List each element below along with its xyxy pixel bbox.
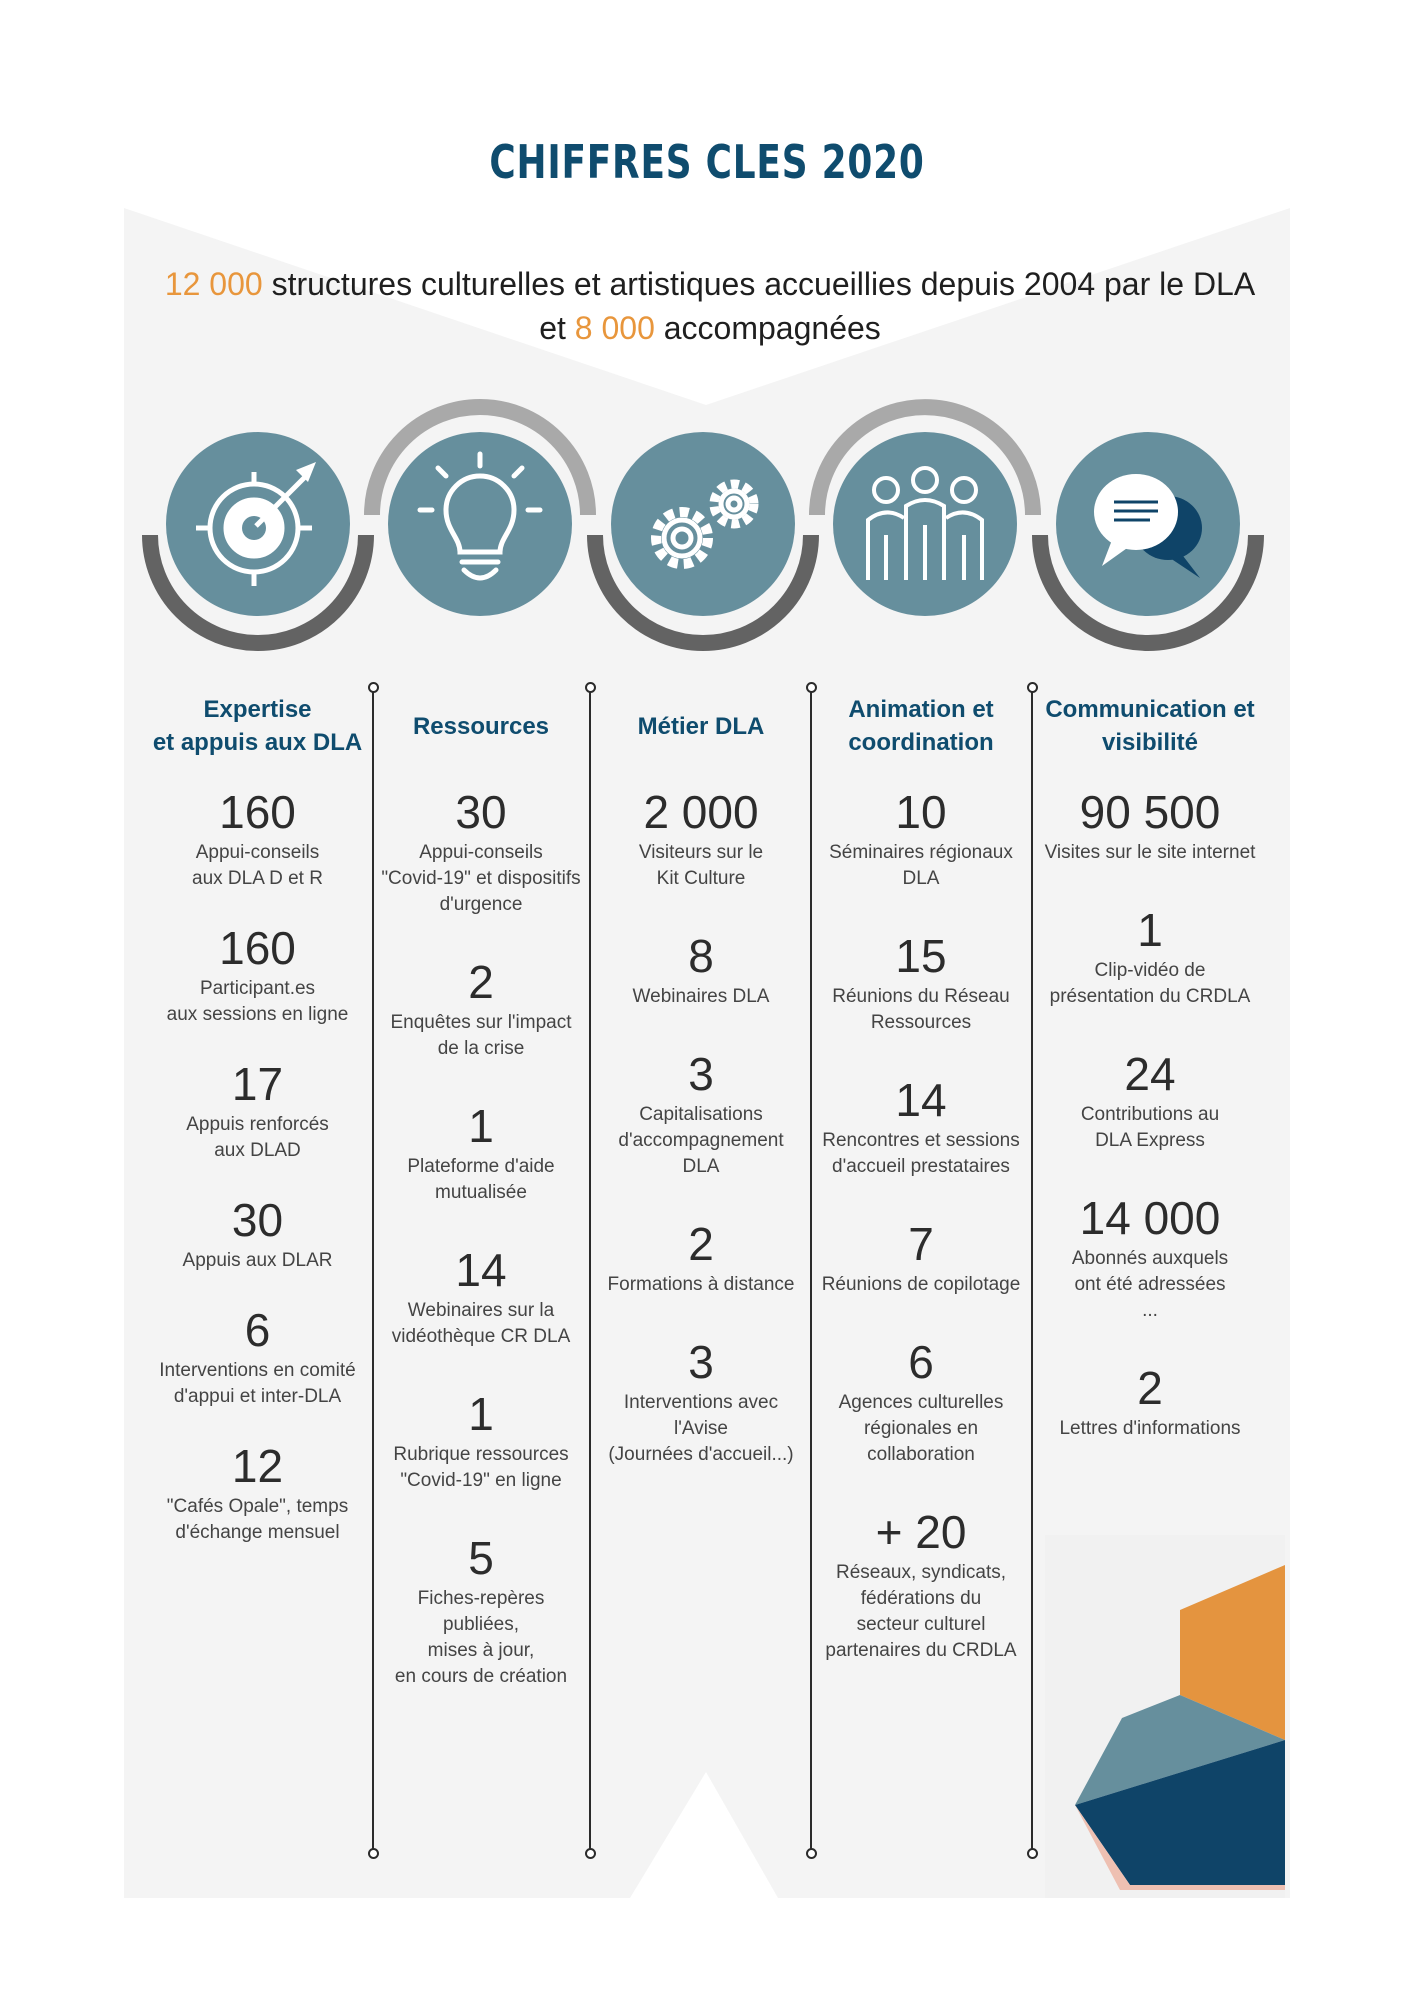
stat-number: 160: [219, 922, 296, 974]
stat-label: "Cafés Opale", temps d'échange mensuel: [166, 1496, 349, 1543]
stat-item: [145, 920, 370, 1028]
stat-item: [145, 1192, 370, 1274]
stat-label: Fiches-repères publiées, mises à jour, en cours de création: [394, 1588, 568, 1687]
stat-number: 1: [468, 1388, 494, 1440]
stats-list: [814, 784, 1028, 1664]
stat-item: [1035, 784, 1265, 866]
column-heading: Animation et coordination: [848, 696, 994, 756]
stat-item: [376, 1098, 586, 1206]
stat-item: [1035, 1046, 1265, 1154]
decorative-shapes: [1045, 1535, 1285, 1898]
column-heading: Communication et visibilité: [1045, 696, 1255, 756]
stat-item: [145, 1056, 370, 1164]
column-expertise: [145, 684, 370, 1582]
intro-text-1: structures culturelles et artistiques accueillies depuis 2004 par le DLA: [262, 266, 1256, 302]
stat-item: [376, 1242, 586, 1350]
stat-label: Plateforme d'aide mutualisée: [407, 1156, 555, 1203]
stat-label: Visiteurs sur le Kit Culture: [638, 842, 764, 889]
stat-label: Réunions du Réseau Ressources: [832, 986, 1010, 1033]
stat-item: [814, 1504, 1028, 1664]
stat-item: [814, 1334, 1028, 1468]
stat-item: [376, 1530, 586, 1690]
stat-label: Visites sur le site internet: [1044, 842, 1256, 863]
stat-label: Clip-vidéo de présentation du CRDLA: [1049, 960, 1251, 1007]
stats-list: [1035, 784, 1265, 1442]
column-metier: [594, 684, 808, 1504]
stats-list: [145, 784, 370, 1546]
stat-item: [1035, 1360, 1265, 1442]
stat-number: 6: [908, 1336, 934, 1388]
stat-item: [814, 1216, 1028, 1298]
stat-number: 30: [455, 786, 507, 838]
stat-number: 30: [231, 1194, 284, 1246]
intro-text-3: accompagnées: [654, 310, 881, 346]
stat-number: 7: [908, 1218, 934, 1270]
stat-number: 2: [468, 956, 494, 1008]
stats-list: [594, 784, 808, 1468]
stat-item: [814, 1072, 1028, 1180]
stat-number: 14 000: [1079, 1192, 1221, 1244]
stat-number: 160: [219, 786, 296, 838]
stat-item: [145, 1302, 370, 1410]
stat-number: 90 500: [1079, 786, 1221, 838]
stat-label: Lettres d'informations: [1059, 1418, 1241, 1439]
intro-highlight-accompagnees: 8 000: [574, 310, 655, 346]
stat-number: 3: [688, 1336, 714, 1388]
stat-item: [376, 1386, 586, 1494]
column-heading: Métier DLA: [637, 712, 765, 740]
stat-item: [145, 784, 370, 892]
stat-item: [814, 928, 1028, 1036]
stat-label: Appuis aux DLAR: [182, 1250, 333, 1271]
stat-label: Appuis renforcés aux DLAD: [186, 1114, 329, 1161]
stat-number: 24: [1124, 1048, 1176, 1100]
stat-number: 17: [231, 1058, 284, 1110]
stat-label: Appui-conseils aux DLA D et R: [192, 842, 323, 889]
column-heading: Expertise et appuis aux DLA: [152, 696, 363, 756]
stat-item: [594, 1216, 808, 1298]
stat-item: [594, 1046, 808, 1180]
stat-number: 8: [688, 930, 714, 982]
stat-label: Séminaires régionaux DLA: [829, 842, 1013, 889]
stat-label: Abonnés auxquels ont été adressées ...: [1071, 1248, 1229, 1321]
stat-label: Enquêtes sur l'impact de la crise: [390, 1012, 572, 1059]
stat-number: 14: [455, 1244, 507, 1296]
stat-label: Participant.es aux sessions en ligne: [166, 978, 349, 1025]
stat-label: Réseaux, syndicats, fédérations du secteur culturel partenaires du CRDLA: [825, 1562, 1017, 1661]
column-animation: [814, 684, 1028, 1700]
stat-item: [594, 1334, 808, 1468]
stat-number: 2: [688, 1218, 714, 1270]
stat-item: [145, 1438, 370, 1546]
page-title: CHIFFRES CLES 2020: [489, 135, 925, 189]
stat-label: Formations à distance: [607, 1274, 795, 1295]
intro-highlight-structures: 12 000: [164, 266, 263, 302]
stat-label: Appui-conseils "Covid-19" et dispositifs d'urgence: [381, 842, 581, 915]
stat-number: 1: [1137, 904, 1163, 956]
stat-label: Capitalisations d'accompagnement DLA: [618, 1104, 784, 1177]
stat-item: [1035, 902, 1265, 1010]
stat-item: [594, 784, 808, 892]
intro-text-2: et: [539, 310, 575, 346]
stat-label: Réunions de copilotage: [821, 1274, 1021, 1295]
stat-number: 1: [468, 1100, 494, 1152]
stat-number: 6: [244, 1304, 271, 1356]
stat-label: Rencontres et sessions d'accueil prestataires: [822, 1130, 1020, 1177]
stat-label: Webinaires DLA: [632, 986, 770, 1007]
stat-number: 3: [688, 1048, 714, 1100]
stat-label: Contributions au DLA Express: [1080, 1104, 1220, 1151]
column-heading: Ressources: [412, 712, 550, 740]
intro-text: [140, 262, 1280, 350]
stat-label: Interventions en comité d'appui et inter-DLA: [159, 1360, 356, 1407]
stat-number: 2: [1137, 1362, 1163, 1414]
stat-number: + 20: [875, 1506, 967, 1558]
column-communication: [1035, 684, 1265, 1478]
stat-item: [814, 784, 1028, 892]
stat-item: [1035, 1190, 1265, 1324]
stat-item: [376, 954, 586, 1062]
stat-label: Rubrique ressources "Covid-19" en ligne: [393, 1444, 569, 1491]
stat-label: Interventions avec l'Avise (Journées d'accueil...): [608, 1392, 794, 1465]
stat-number: 12: [231, 1440, 284, 1492]
column-ressources: [376, 684, 586, 1726]
stat-label: Webinaires sur la vidéothèque CR DLA: [391, 1300, 571, 1347]
stat-label: Agences culturelles régionales en collaboration: [838, 1392, 1004, 1465]
stat-item: [594, 928, 808, 1010]
stat-number: 15: [895, 930, 947, 982]
stats-list: [376, 784, 586, 1690]
stat-number: 2 000: [643, 786, 759, 838]
stat-item: [376, 784, 586, 918]
stat-number: 10: [895, 786, 947, 838]
stat-number: 5: [468, 1532, 494, 1584]
stat-number: 14: [895, 1074, 947, 1126]
